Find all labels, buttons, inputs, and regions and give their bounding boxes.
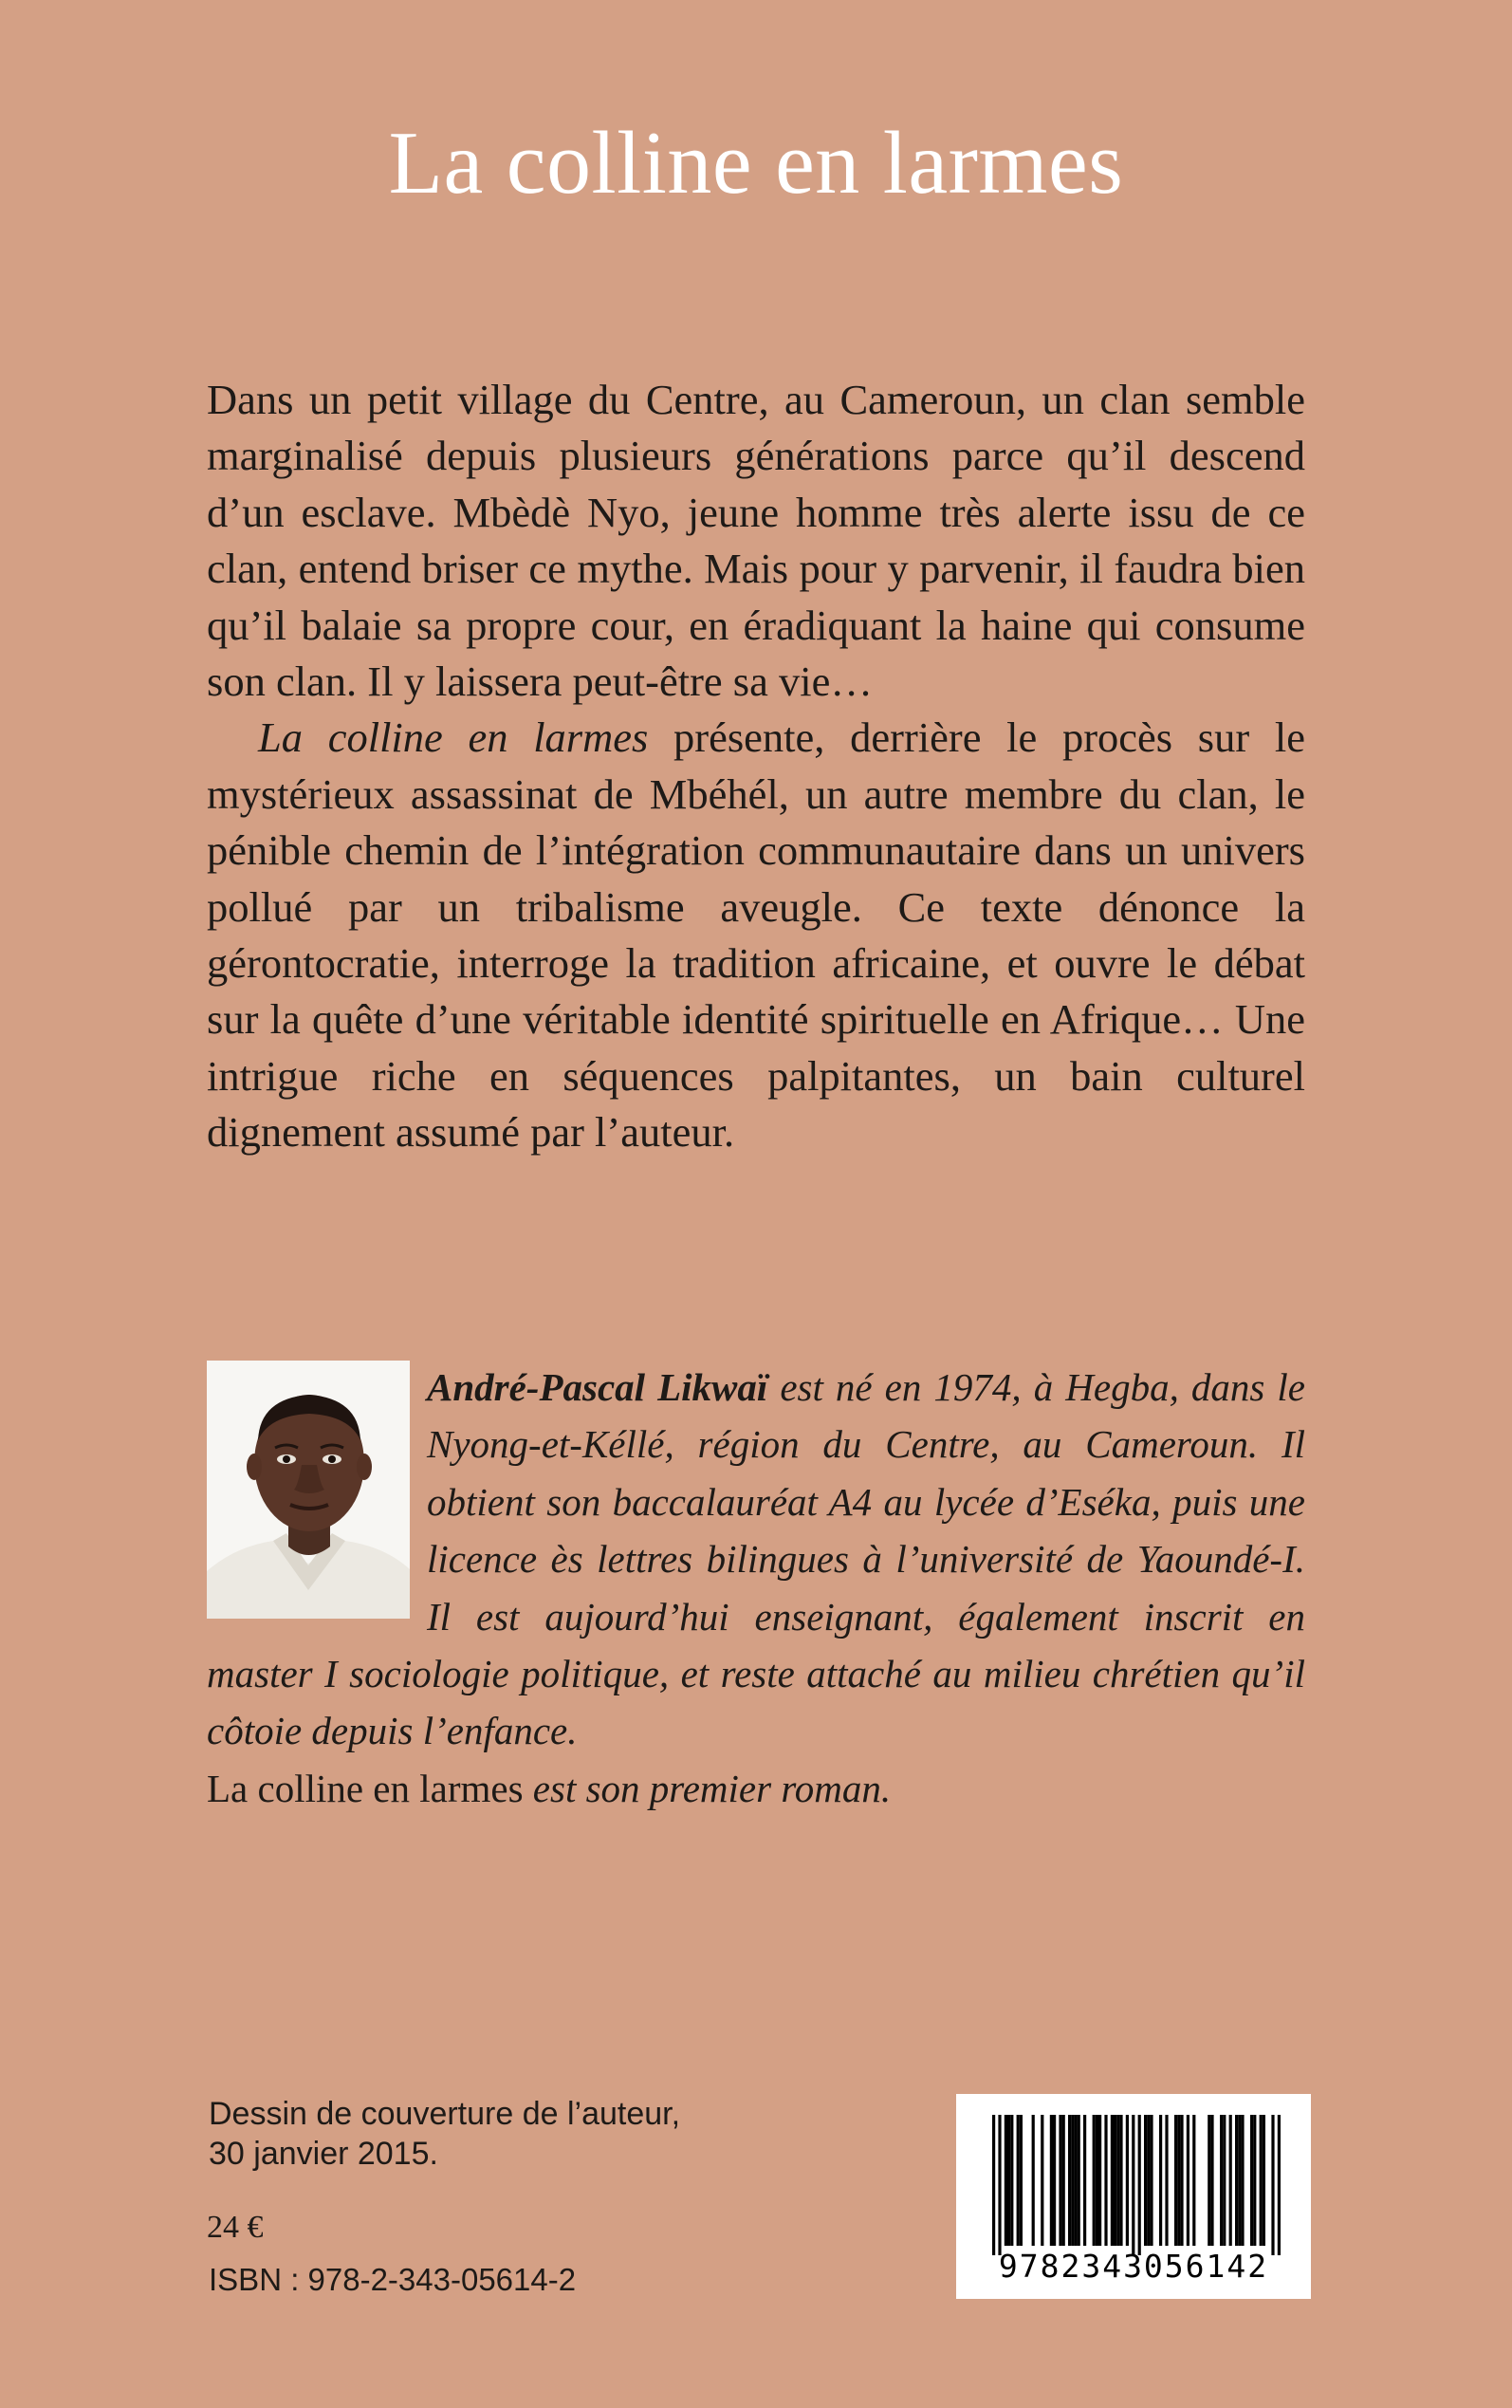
barcode-bar — [992, 2115, 995, 2255]
author-bio-text: est né en 1974, à Hegba, dans le Nyong-et-Kéllé, région du Centre, au Cameroun. Il obtient son baccalauréat A4 au lycée d’Eséka, puis une licence ès lettres bilingues à l’université de Yaoundé-I. Il est aujourd’hui enseignant, également inscrit en master I sociologie politique, et reste attaché au milieu chrétien qu’il côtoie depuis l’enfance. — [207, 1365, 1306, 1753]
barcode-bar — [1174, 2115, 1177, 2246]
author-biography — [207, 1359, 1305, 1817]
blurb-paragraph-2-text: présente, derrière le procès sur le mystérieux assassinat de Mbéhél, un autre membre du clan, le pénible chemin de l’intégration communautaire dans un univers pollué par un tribalisme aveugle. Ce texte dénonce la gérontocratie, interroge la tradition africaine, et ouvre le débat sur la quête d’une véritable identité spirituelle en Afrique… Une intrigue riche en séquences palpitantes, un bain culturel dignement assumé par l’auteur. — [207, 713, 1305, 1157]
barcode-bar — [1150, 2115, 1152, 2246]
barcode-bar — [1114, 2115, 1116, 2246]
barcode-bar — [1053, 2115, 1056, 2246]
barcode-bar — [1278, 2115, 1281, 2255]
barcode-bar — [1032, 2115, 1035, 2246]
barcode-bar — [1083, 2115, 1086, 2246]
barcode-bar — [1253, 2115, 1256, 2246]
barcode-bar — [1010, 2115, 1013, 2246]
barcode-bar — [1210, 2115, 1213, 2246]
isbn: ISBN : 978-2-343-05614-2 — [209, 2262, 577, 2297]
barcode-bar — [1007, 2115, 1010, 2246]
barcode-bar — [1177, 2115, 1180, 2246]
barcode-bar — [1096, 2115, 1098, 2246]
barcode-bar — [1165, 2115, 1168, 2246]
barcode-bar — [1187, 2115, 1189, 2246]
barcode-bar — [1235, 2115, 1238, 2246]
barcode-bar — [1138, 2115, 1141, 2255]
barcode-bar — [1017, 2115, 1020, 2246]
barcode-bar — [1220, 2115, 1223, 2246]
barcode-bar — [1223, 2115, 1226, 2246]
barcode-bar — [1050, 2115, 1053, 2246]
barcode-bar — [1250, 2115, 1253, 2246]
barcode-bar — [1104, 2115, 1107, 2246]
blurb-paragraph-1: Dans un petit village du Centre, au Cameroun, un clan semble marginalisé depuis plusieurs générations parce qu’il descend d’un esclave. Mbèdè Nyo, jeune homme très alerte issu de ce clan, entend briser ce mythe. Mais pour y parvenir, il faudra bien qu’il balaie sa propre cour, en éradiquant la haine qui consume son clan. Il y laissera peut-être sa vie… — [207, 376, 1305, 706]
barcode-bar — [1144, 2115, 1147, 2246]
blurb-paragraph-2 — [207, 710, 1305, 1160]
barcode-bar — [1041, 2115, 1043, 2246]
barcode-bar — [1093, 2115, 1096, 2246]
barcode-bar — [1068, 2115, 1071, 2246]
cover-credit-line-1: Dessin de couverture de l’auteur, — [209, 2096, 681, 2132]
barcode-bar — [1263, 2115, 1265, 2246]
barcode-bar — [1159, 2115, 1162, 2246]
author-bio-book-title: La colline en larmes — [207, 1766, 524, 1810]
barcode-bar — [1229, 2115, 1232, 2246]
book-title: La colline en larmes — [388, 114, 1124, 213]
barcode-bar — [1238, 2115, 1241, 2246]
barcode-bar — [1062, 2115, 1065, 2246]
barcode-bar — [1111, 2115, 1114, 2246]
barcode-bar — [1098, 2115, 1101, 2246]
barcode-bar — [1147, 2115, 1150, 2246]
barcode — [956, 2094, 1311, 2299]
barcode-bar — [1241, 2115, 1244, 2246]
author-name: André-Pascal Likwaï — [427, 1365, 768, 1409]
barcode-number: 9782343056142 — [998, 2248, 1269, 2285]
cover-credit-line-2: 30 janvier 2015. — [209, 2136, 438, 2172]
cover-credit — [209, 2094, 680, 2174]
back-cover-blurb — [207, 372, 1305, 1161]
barcode-bar — [1260, 2115, 1263, 2246]
barcode-bar — [1074, 2115, 1077, 2246]
blurb-book-title: La colline en larmes — [258, 713, 649, 762]
barcode-bar — [998, 2115, 1001, 2255]
barcode-bar — [1059, 2115, 1061, 2246]
barcode-bar — [1192, 2115, 1195, 2246]
barcode-bar — [1116, 2115, 1119, 2246]
barcode-bar — [1126, 2115, 1129, 2246]
price: 24 € — [207, 2210, 264, 2245]
barcode-bar — [1071, 2115, 1074, 2246]
barcode-bar — [1271, 2115, 1274, 2255]
barcode-bar — [1005, 2115, 1007, 2246]
barcode-bar — [1078, 2115, 1080, 2246]
barcode-bar — [1132, 2115, 1134, 2255]
barcode-bar — [1180, 2115, 1183, 2246]
author-bio-closing: est son premier roman. — [523, 1766, 892, 1810]
barcode-bar — [1208, 2115, 1210, 2246]
barcode-bar — [1020, 2115, 1023, 2246]
barcode-bar — [1119, 2115, 1122, 2246]
